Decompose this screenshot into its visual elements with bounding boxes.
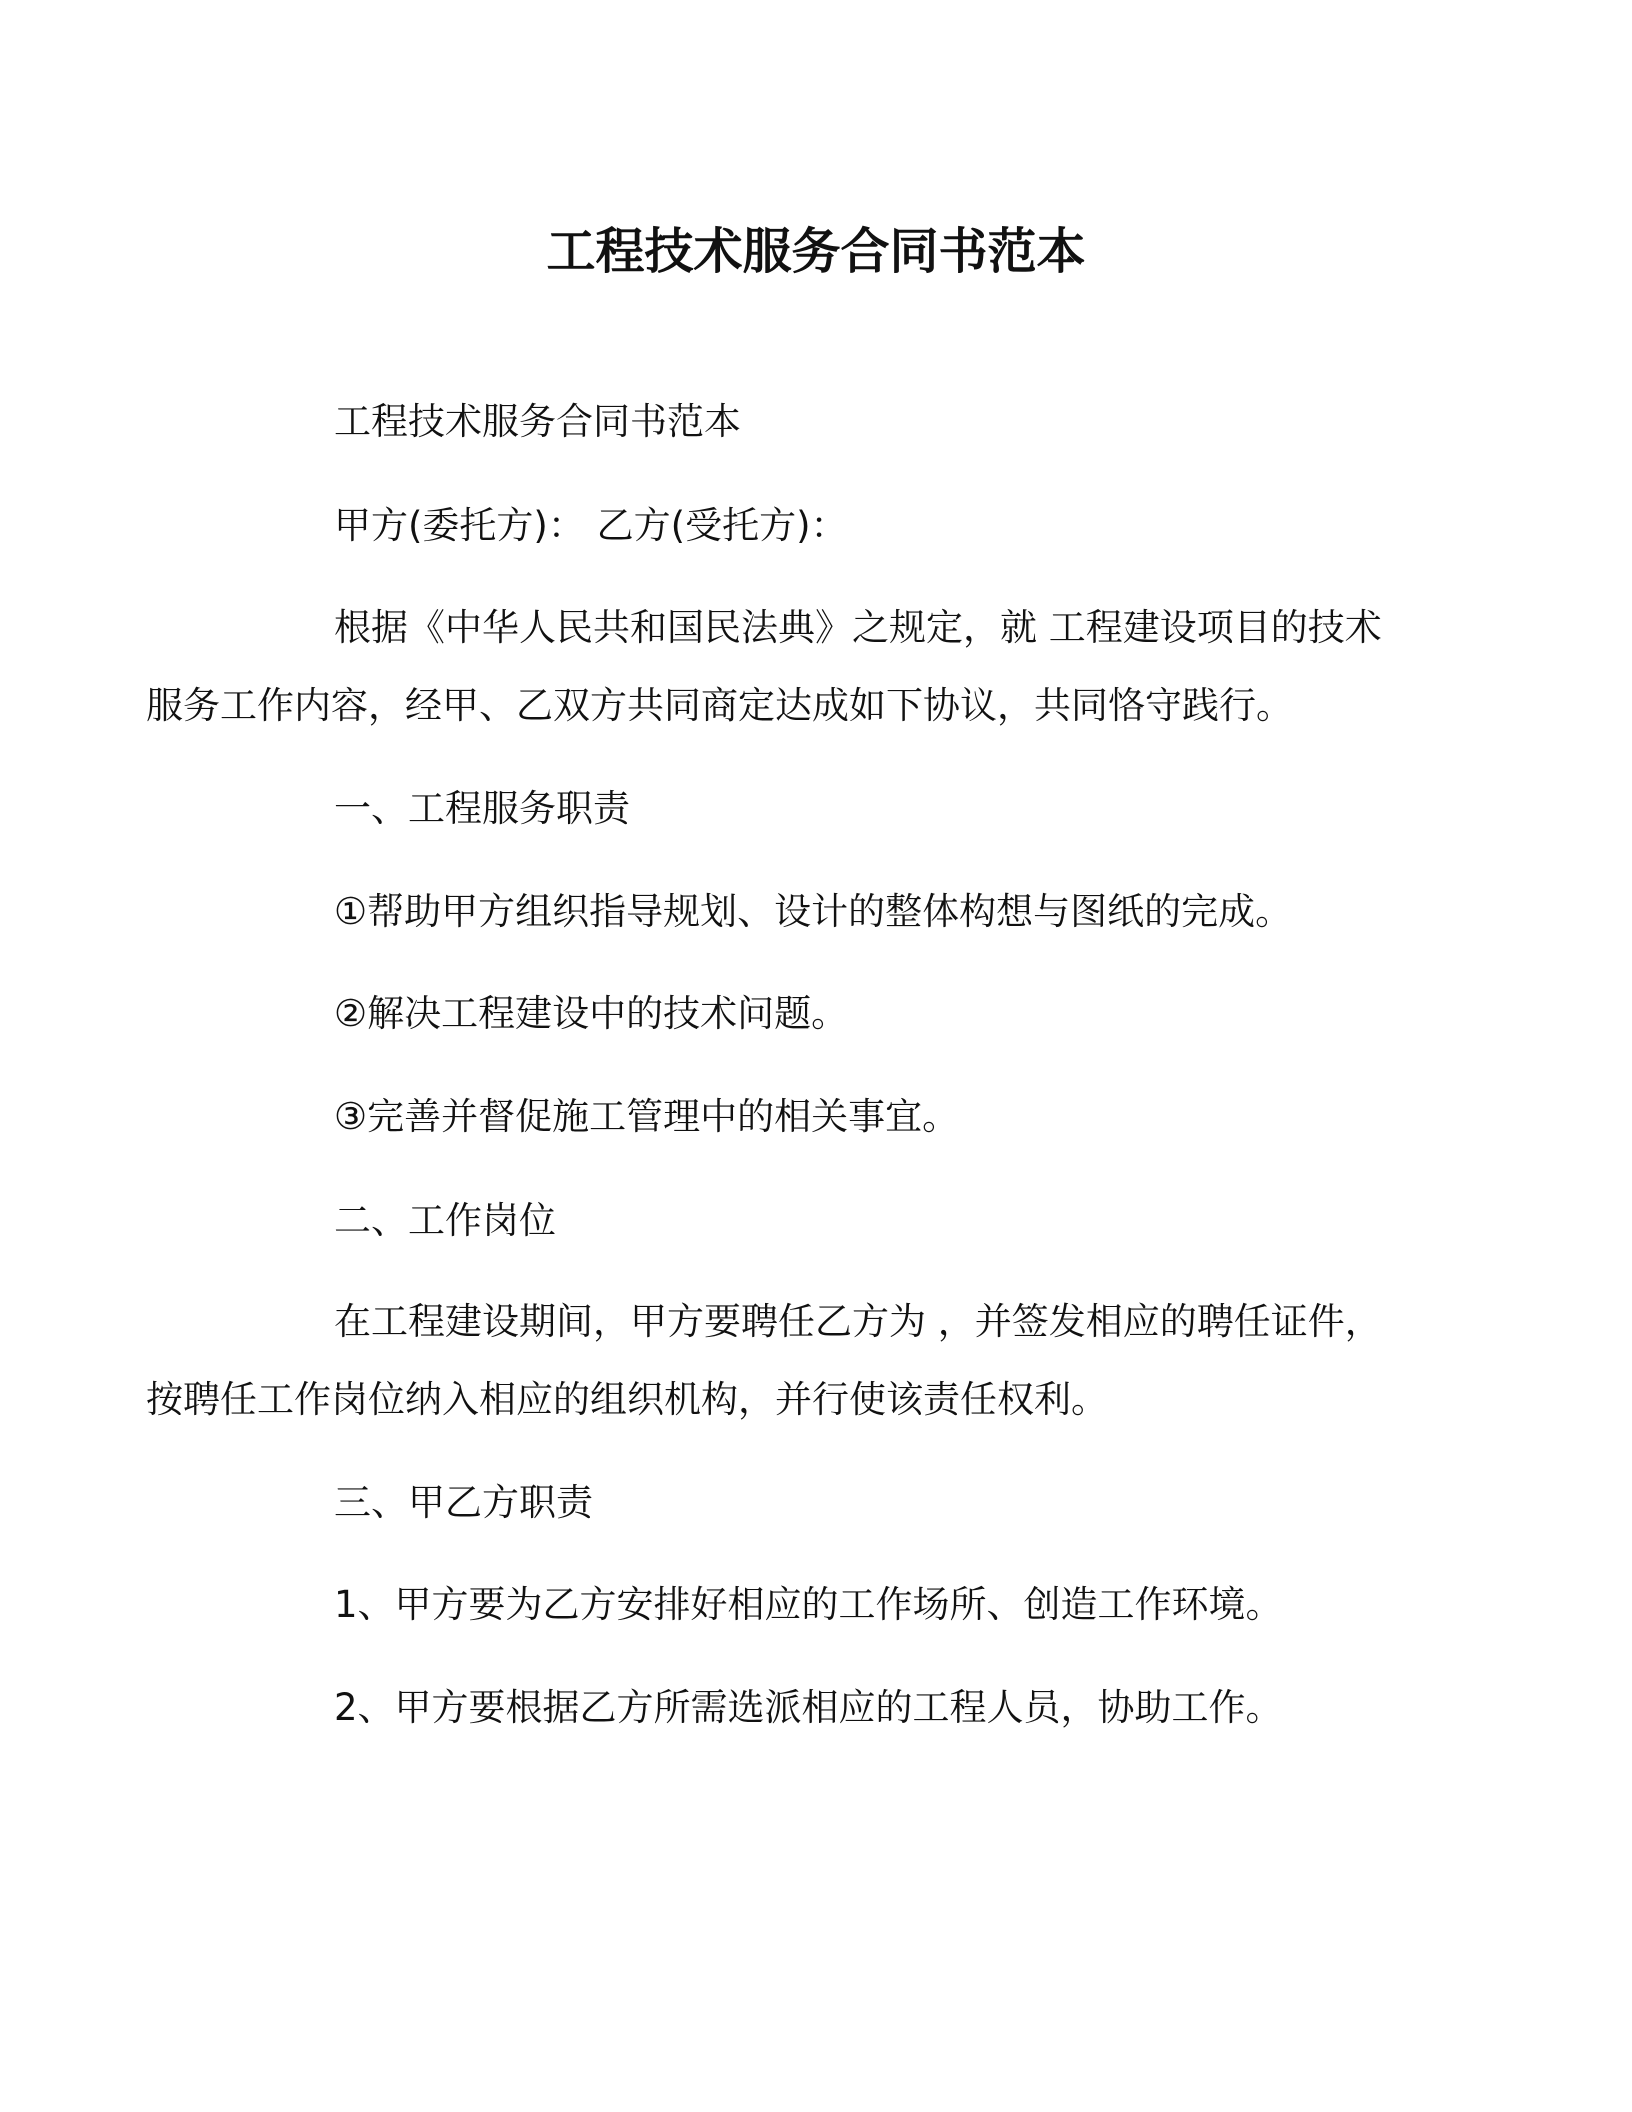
intro-line-1: 根据《中华人民共和国民法典》之规定，就 工程建设项目的技术: [334, 606, 1382, 649]
section-3-heading: 三、甲乙方职责: [334, 1481, 593, 1524]
section-2-line-1: 在工程建设期间，甲方要聘任乙方为 ，并签发相应的聘任证件，: [334, 1300, 1382, 1343]
intro-line-2: 服务工作内容，经甲、乙双方共同商定达成如下协议，共同恪守践行。: [146, 684, 1293, 727]
document-subtitle: 工程技术服务合同书范本: [334, 400, 741, 443]
parties-line: 甲方(委托方)： 乙方(受托方)：: [334, 504, 848, 547]
section-3-item-1: 1、甲方要为乙方安排好相应的工作场所、创造工作环境。: [334, 1583, 1283, 1626]
section-2-paragraph: [146, 1283, 1400, 1439]
section-1-item-3: ③完善并督促施工管理中的相关事宜。: [334, 1095, 960, 1138]
section-2-heading: 二、工作岗位: [334, 1199, 556, 1242]
section-3-item-2: 2、甲方要根据乙方所需选派相应的工程人员，协助工作。: [334, 1686, 1283, 1729]
section-1-heading: 一、工程服务职责: [334, 787, 630, 830]
section-2-line-2: 按聘任工作岗位纳入相应的组织机构，并行使该责任权利。: [146, 1378, 1108, 1421]
document-title: 工程技术服务合同书范本: [546, 223, 1086, 280]
section-1-item-1: ①帮助甲方组织指导规划、设计的整体构想与图纸的完成。: [334, 890, 1293, 933]
section-1-item-2: ②解决工程建设中的技术问题。: [334, 992, 849, 1035]
intro-paragraph: [146, 589, 1400, 745]
